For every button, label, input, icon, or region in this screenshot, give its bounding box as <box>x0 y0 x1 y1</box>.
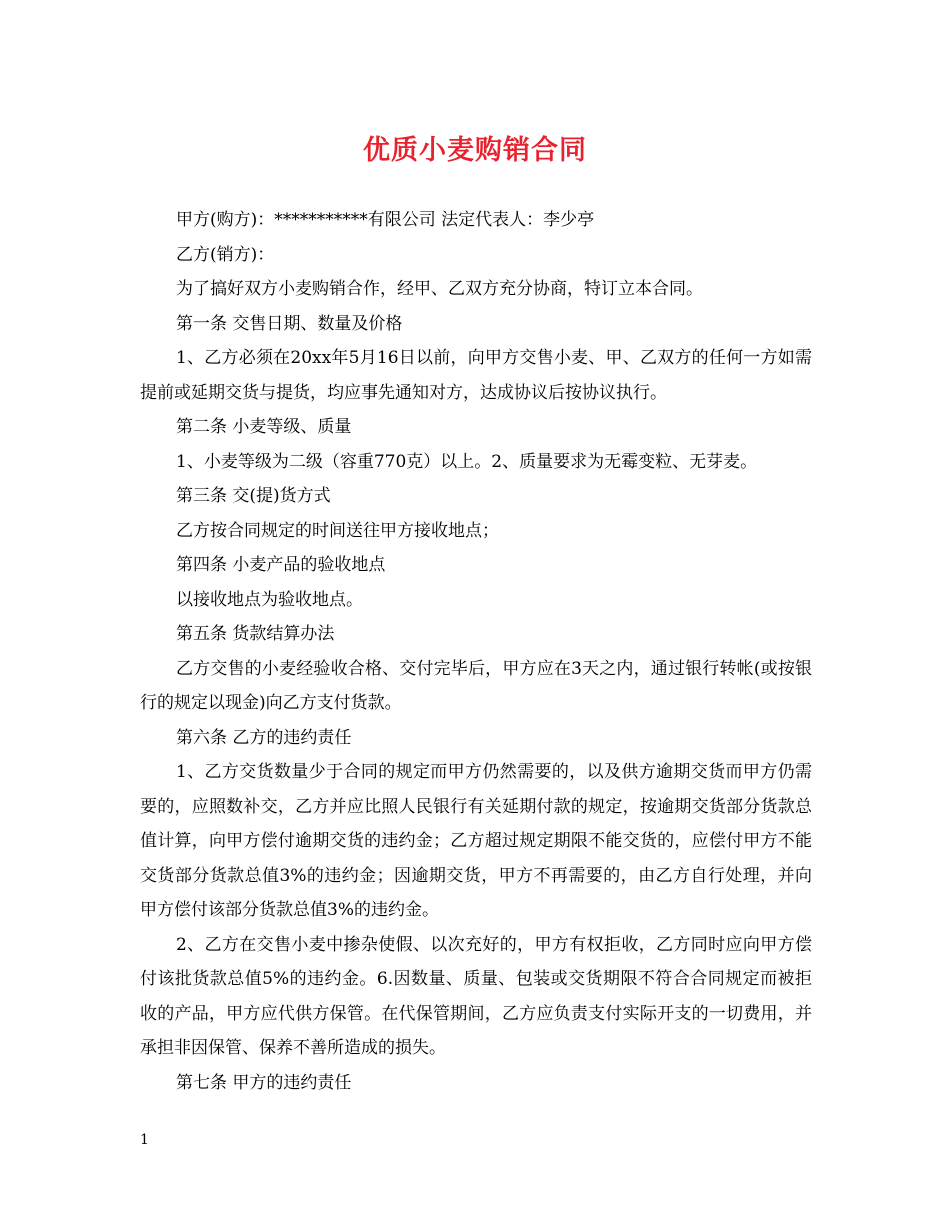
article-5-text: 乙方交售的小麦经验收合格、交付完毕后，甲方应在3天之内，通过银行转帐(或按银行的规定以现金)向乙方支付货款。 <box>140 658 812 713</box>
article-5-heading: 第五条 货款结算办法 <box>176 624 335 644</box>
document-body <box>140 203 812 1100</box>
article-1-clause-1: 1、乙方必须在20xx年5月16日以前，向甲方交售小麦、甲、乙双方的任何一方如需提前或延期交货与提货，均应事先通知对方，达成协议后按协议执行。 <box>140 348 812 403</box>
article-4-text: 以接收地点为验收地点。 <box>176 589 363 610</box>
article-7-heading: 第七条 甲方的违约责任 <box>176 1072 352 1093</box>
article-6-clause-1: 1、乙方交货数量少于合同的规定而甲方仍然需要的，以及供方逾期交货而甲方仍需要的，应照数补交，乙方并应比照人民银行有关延期付款的规定，按逾期交货部分货款总值计算，向甲方偿付逾期交货的违约金；乙方超过规定期限不能交货的，应偿付甲方不能交货部分货款总值3%的违约金；因逾期交货，甲方不再需要的，由乙方自行处理，并向甲方偿付该部分货款总值3%的违约金。 <box>140 762 812 920</box>
article-6-heading: 第六条 乙方的违约责任 <box>176 727 352 748</box>
article-4-heading: 第四条 小麦产品的验收地点 <box>176 555 386 575</box>
document-title: 优质小麦购销合同 <box>363 135 587 166</box>
article-2-clause-1: 1、小麦等级为二级（容重770克）以上。2、质量要求为无霉变粒、无芽麦。 <box>176 451 758 472</box>
article-3-heading: 第三条 交(提)货方式 <box>176 486 331 506</box>
preamble-paragraph: 为了搞好双方小麦购销合作，经甲、乙双方充分协商，特订立本合同。 <box>176 279 703 299</box>
article-2-heading: 第二条 小麦等级、质量 <box>176 417 352 437</box>
party-a-line: 甲方(购方)：***********有限公司 法定代表人：李少亭 <box>176 210 595 230</box>
article-1-heading: 第一条 交售日期、数量及价格 <box>176 313 403 334</box>
article-6-clause-2: 2、乙方在交售小麦中掺杂使假、以次充好的，甲方有权拒收，乙方同时应向甲方偿付该批货款总值5%的违约金。6.因数量、质量、包装或交货期限不符合合同规定而被拒收的产品，甲方应代供方保管。在代保管期间，乙方应负责支付实际开支的一切费用，并承担非因保管、保养不善所造成的损失。 <box>140 934 812 1058</box>
article-3-text: 乙方按合同规定的时间送往甲方接收地点； <box>176 520 499 541</box>
page-number: 1 <box>140 1132 149 1148</box>
party-b-line: 乙方(销方)： <box>176 244 275 265</box>
